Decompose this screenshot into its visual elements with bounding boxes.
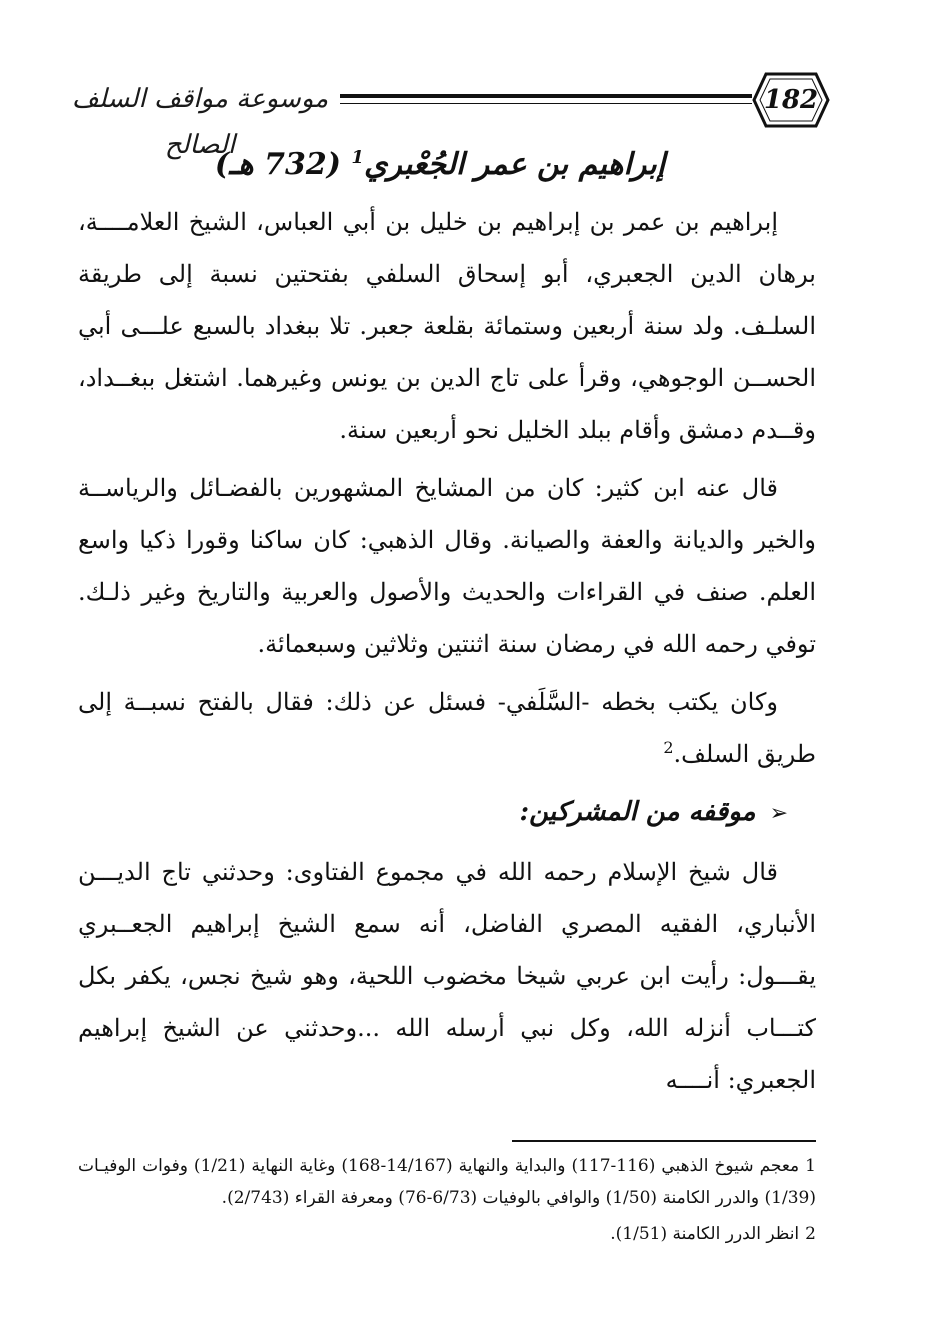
page-number-badge [752, 70, 830, 130]
body-text [78, 196, 816, 1112]
paragraph-quote: قال شيخ الإسلام رحمه الله في مجموع الفتاوى: وحدثني تاج الديـــن الأنباري، الفقيه المصري الفاضل، أنه سمع الشيخ إبراهيم الجعــبري يقـــول: رأيت ابن عربي شيخا مخضوب اللحية، وهو شيخ نجس، يكفر بكل كتـــاب أنزله الله، وكل نبي أرسله الله ...وحدثني عن الشيخ إبراهيم الجعبري: أنــــه [78, 858, 816, 1094]
entry-date: (732 هـ) [214, 147, 341, 182]
paragraph-praise: قال عنه ابن كثير: كان من المشايخ المشهورين بالفضـائل والرياســة والخير والديانة والعفة والصيانة. وقال الذهبي: كان ساكنا وقورا ذكيا واسع العلم. صنف في القراءات والحديث والأصول والعربية والتاريخ وغير ذلـك. توفي رحمه الله في رمضان سنة اثنتين وثلاثين وسبعمائة. [78, 474, 816, 658]
section-heading [78, 786, 816, 840]
entry-name: إبراهيم بن عمر الجُعْبري [363, 147, 666, 182]
header-rule-thin [340, 103, 752, 104]
footnotes [78, 1150, 816, 1254]
footnote-number: 2 [805, 1224, 816, 1244]
footnote-2 [78, 1218, 816, 1250]
page-number: 182 [763, 85, 819, 115]
footnote-text: معجم شيوخ الذهبي (116-117) والبداية والنهاية (14/167-168) وغاية النهاية (1/21) وفوات الوفيـات (1/39) والدرر الكامنة (1/50) والوافي بالوفيات (6/73-76) ومعرفة القراء (2/743). [78, 1156, 816, 1208]
series-title: موسوعة مواقف السلف الصالح [71, 84, 329, 160]
arrow-marker-icon: ➢ [769, 801, 788, 826]
footnote-ref-1: 1 [351, 147, 364, 168]
paragraph-biography: إبراهيم بن عمر بن إبراهيم بن خليل بن أبي العباس، الشيخ العلامــــة، برهان الدين الجعبري، أبو إسحاق السلفي بفتحتين نسبة إلى طريقة السلـف. ولد سنة أربعين وستمائة بقلعة جعبر. تلا ببغداد بالسبع علـــى أبي الحســن الوجوهي، وقرأ على تاج الدين بن يونس وغيرهما. اشتغل ببغــداد، وقــدم دمشق وأقام ببلد الخليل نحو أربعين سنة. [78, 208, 816, 444]
footnote-divider [512, 1140, 816, 1142]
footnote-ref-2: 2 [663, 738, 674, 757]
header-rule-thick [340, 94, 752, 98]
paragraph-nisba-text: وكان يكتب بخطه -السَّلَفي- فسئل عن ذلك: فقال بالفتح نسبــة إلى طريق السلف. [78, 688, 816, 768]
footnote-1 [78, 1150, 816, 1214]
section-heading-text: موقفه من المشركين: [519, 797, 756, 827]
entry-title [160, 140, 720, 190]
footnote-text: انظر الدرر الكامنة (1/51). [610, 1224, 800, 1244]
footnote-number: 1 [805, 1156, 816, 1176]
paragraph-nisba [78, 676, 816, 780]
running-header [60, 70, 830, 160]
